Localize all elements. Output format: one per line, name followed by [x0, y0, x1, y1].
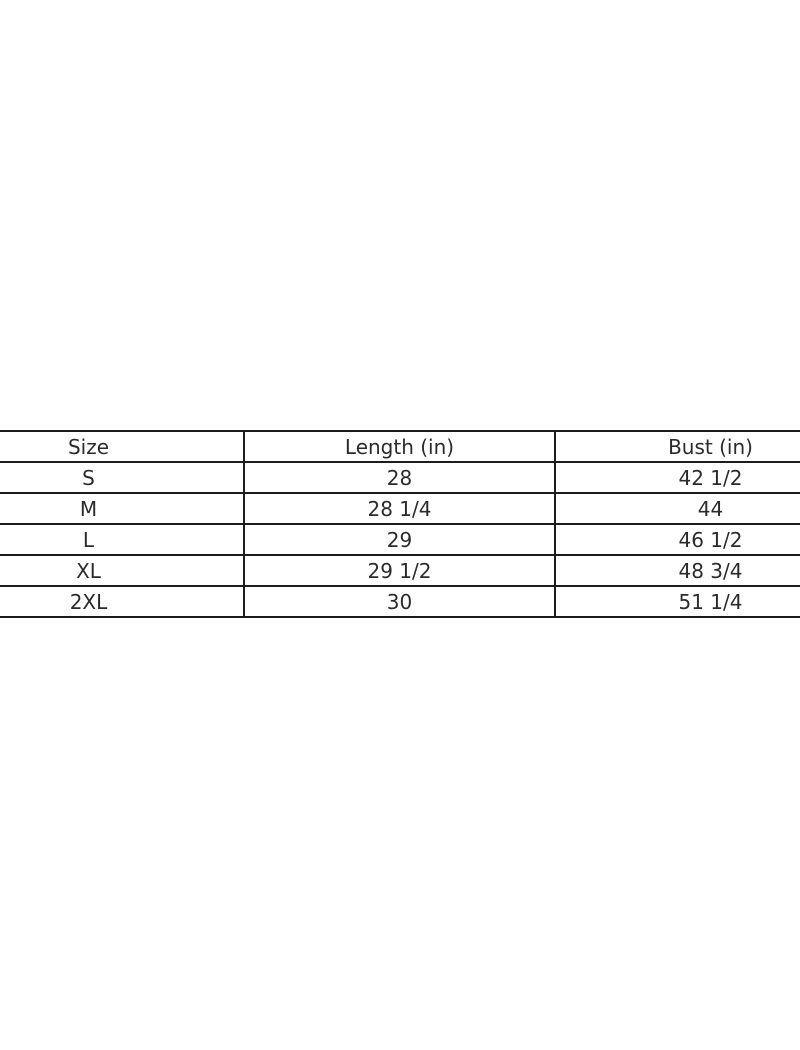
table-cell: 44 [555, 493, 800, 524]
column-header-length-in: Length (in) [244, 431, 555, 462]
size-chart-header [0, 431, 800, 462]
size-chart-body [0, 462, 800, 617]
table-cell: 42 1/2 [555, 462, 800, 493]
table-cell: 48 3/4 [555, 555, 800, 586]
table-cell: L [0, 524, 244, 555]
column-header-size: Size [0, 431, 244, 462]
table-row-s [0, 462, 800, 493]
column-header-bust-in: Bust (in) [555, 431, 800, 462]
table-cell: 29 [244, 524, 555, 555]
table-row-xl [0, 555, 800, 586]
table-cell: 46 1/2 [555, 524, 800, 555]
table-row-2xl [0, 586, 800, 617]
table-cell: S [0, 462, 244, 493]
size-chart-table [0, 430, 800, 618]
table-row-m [0, 493, 800, 524]
table-cell: 51 1/4 [555, 586, 800, 617]
table-cell: 28 [244, 462, 555, 493]
table-cell: 29 1/2 [244, 555, 555, 586]
table-cell: 30 [244, 586, 555, 617]
table-cell: 2XL [0, 586, 244, 617]
table-cell: XL [0, 555, 244, 586]
table-cell: M [0, 493, 244, 524]
table-row-l [0, 524, 800, 555]
header-row [0, 431, 800, 462]
table-cell: 28 1/4 [244, 493, 555, 524]
